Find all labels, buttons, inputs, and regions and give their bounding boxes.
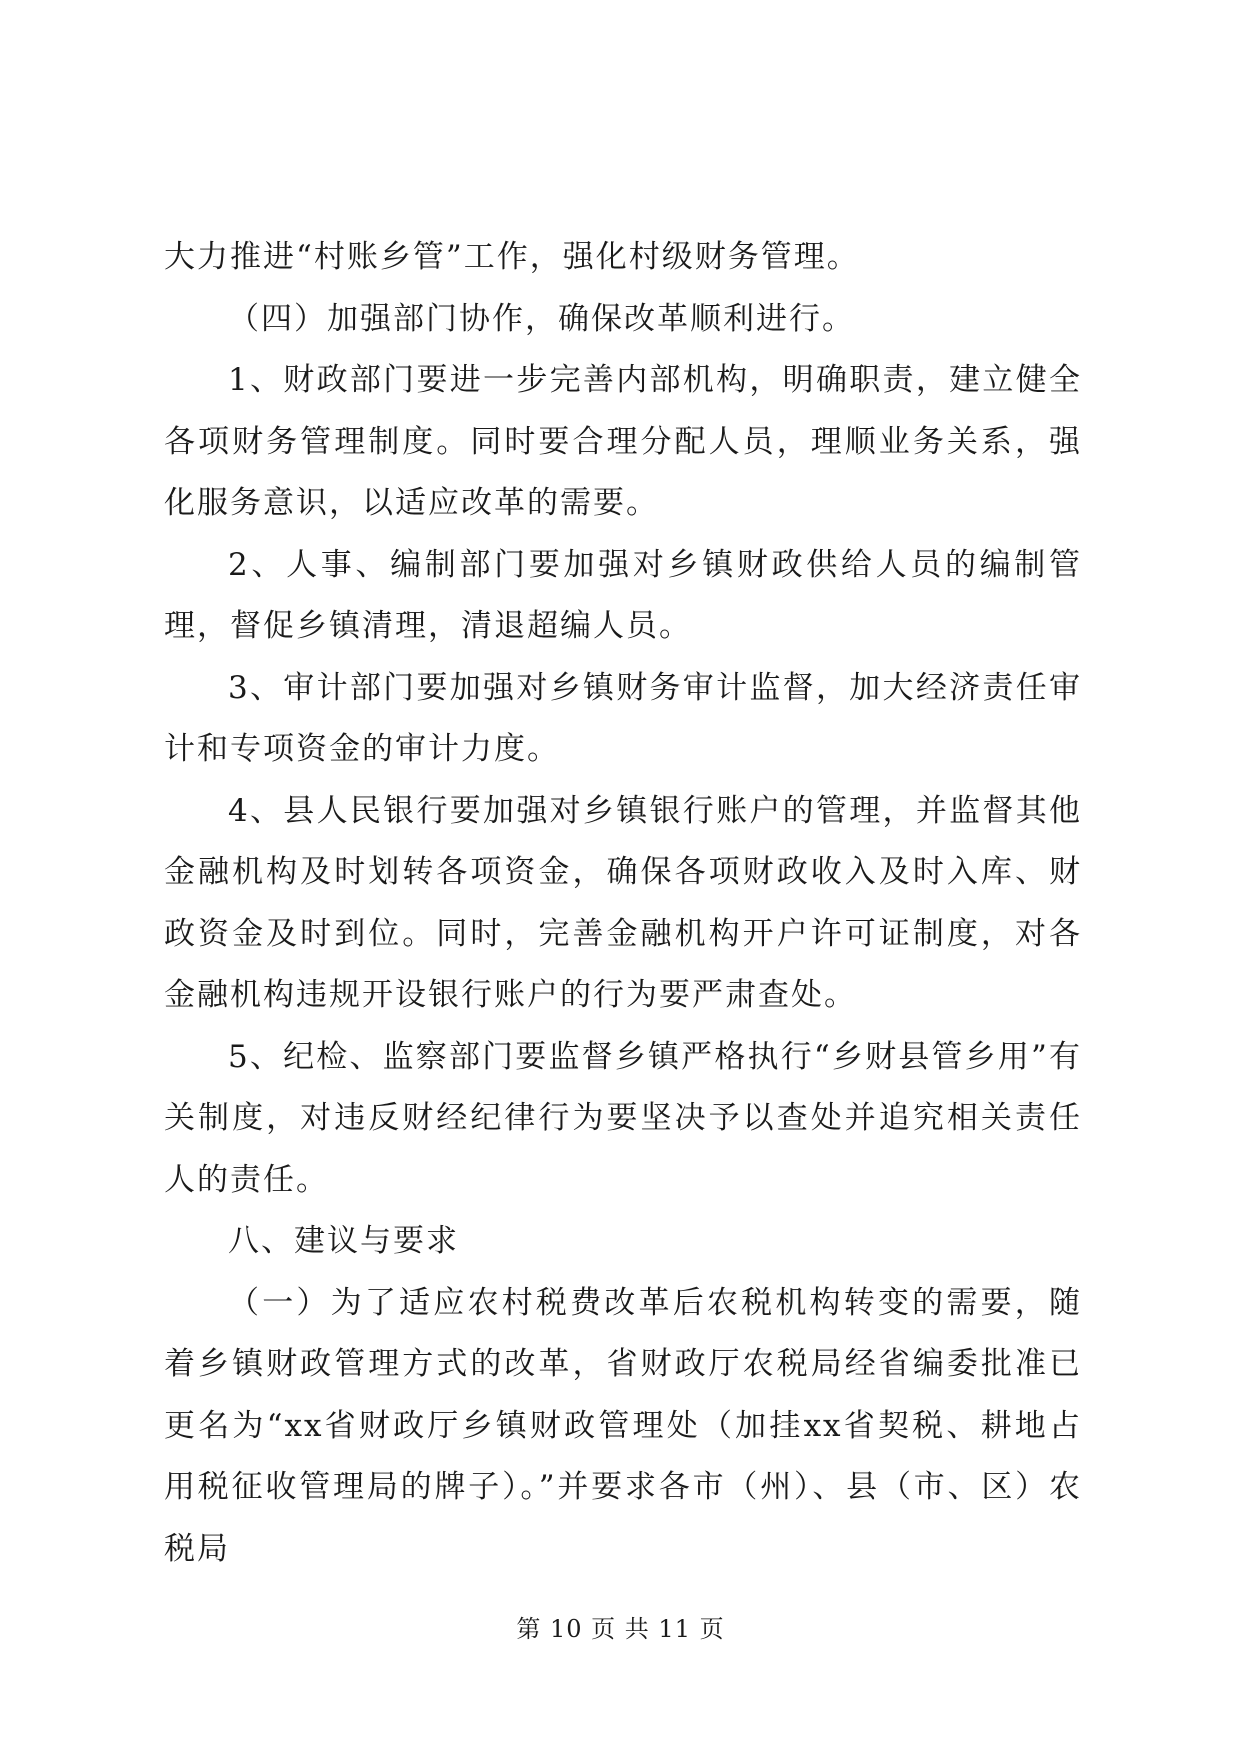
- paragraph-5: 3、审计部门要加强对乡镇财务审计监督，加大经济责任审计和专项资金的审计力度。: [164, 669, 1082, 767]
- section-heading: 八、建议与要求: [228, 1223, 459, 1259]
- paragraph-2: （四）加强部门协作，确保改革顺利进行。: [228, 300, 855, 337]
- paragraph-7: 5、纪检、监察部门要监督乡镇严格执行“乡财县管乡用”有关制度，对违反财经纪律行为要坚决予以查处并追究相关责任人的责任。: [164, 1038, 1082, 1198]
- paragraph-9: （一）为了适应农村税费改革后农税机构转变的需要，随着乡镇财政管理方式的改革，省财政厅农税局经省编委批准已更名为“xx省财政厅乡镇财政管理处（加挂xx省契税、耕地占用税征收管理局的牌子）。”并要求各市（州）、县（市、区）农税局: [164, 1284, 1082, 1567]
- paragraph-6: 4、县人民银行要加强对乡镇银行账户的管理，并监督其他金融机构及时划转各项资金，确保各项财政收入及时入库、财政资金及时到位。同时，完善金融机构开户许可证制度，对各金融机构违规开设银行账户的行为要严肃查处。: [164, 792, 1082, 1013]
- paragraph-3: 1、财政部门要进一步完善内部机构，明确职责，建立健全各项财务管理制度。同时要合理分配人员，理顺业务关系，强化服务意识，以适应改革的需要。: [164, 362, 1082, 521]
- document-body: [164, 227, 1082, 1580]
- page-number-footer: 第 10 页 共 11 页: [516, 1615, 725, 1643]
- paragraph-1: 大力推进“村账乡管”工作，强化村级财务管理。: [164, 239, 860, 275]
- paragraph-4: 2、人事、编制部门要加强对乡镇财政供给人员的编制管理，督促乡镇清理，清退超编人员。: [164, 546, 1082, 644]
